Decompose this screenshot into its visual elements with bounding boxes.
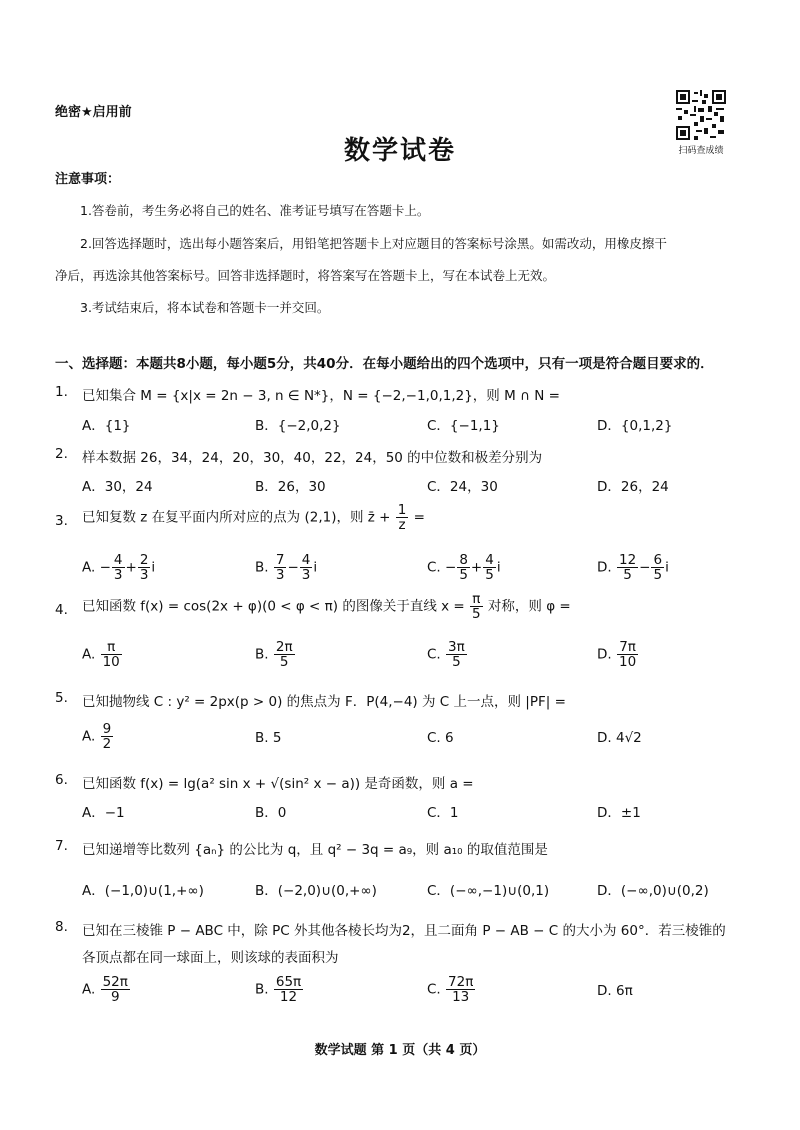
fraction-numerator: 4 (485, 552, 494, 568)
option-label: D. (597, 983, 612, 999)
fraction-numerator: 52π (102, 974, 128, 990)
section-heading: 一、选择题：本题共8小题，每小题5分，共40分．在每小题给出的四个选项中，只有一项是符合题目要求的． (55, 356, 714, 372)
question-number: 8. (55, 919, 68, 935)
notice-heading: 注意事项： (55, 172, 121, 187)
fraction (274, 640, 295, 669)
option-d: D．±1 (597, 805, 641, 821)
option-label: C. (427, 559, 441, 576)
imaginary-unit: i (496, 559, 501, 576)
fraction-denominator: 3 (301, 567, 311, 584)
fraction (483, 553, 496, 582)
fraction-numerator: 4 (301, 552, 311, 568)
fraction-denominator: 5 (623, 567, 632, 584)
question-text (82, 592, 571, 621)
option-value: 4√2 (615, 730, 642, 746)
fraction-denominator: 13 (452, 989, 470, 1006)
imaginary-unit: i (313, 559, 318, 576)
qr-caption: 扫码查成绩 (678, 146, 724, 156)
notice-item: 1.答卷前，考生务必将自己的姓名、准考证号填写在答题卡上。 (80, 203, 430, 218)
option-operator: + (125, 559, 137, 576)
option-c (427, 975, 476, 1004)
option-d (597, 640, 639, 669)
option-d (597, 983, 633, 999)
option-d (597, 553, 669, 582)
option-b (255, 730, 281, 746)
option-label: B. (255, 559, 269, 576)
option-label: C. (427, 981, 441, 998)
fraction-denominator: 12 (279, 989, 298, 1006)
fraction-numerator: 4 (113, 552, 123, 568)
question-text: 已知函数 f(x) = lg(a² sin x + √(sin² x − a)) 是奇函数，则 a = (82, 776, 474, 792)
notice-item: 净后，再选涂其他答案标号。回答非选择题时，将答案写在答题卡上，写在本试卷上无效。 (55, 268, 556, 283)
fraction-denominator: 5 (472, 606, 481, 623)
fraction-numerator: 12 (618, 552, 637, 568)
fraction (274, 975, 303, 1004)
fraction-numerator: 2 (139, 552, 149, 568)
question-text-part: 对称，则 φ = (487, 598, 571, 615)
option-d (597, 730, 642, 746)
option-b: B．26，30 (255, 479, 326, 495)
option-d: D．{0,1,2} (597, 418, 673, 434)
option-operator: − (639, 559, 651, 576)
page-title: 数学试卷 (343, 136, 456, 166)
option-sign: − (445, 559, 457, 576)
option-value: 5 (272, 730, 282, 746)
option-b: B．(−2,0)∪(0,+∞) (255, 883, 377, 899)
fraction-denominator: 5 (279, 654, 289, 671)
option-a (82, 553, 155, 582)
option-b (255, 553, 317, 582)
option-a: A．{1} (82, 418, 131, 434)
option-label: B. (255, 981, 269, 998)
fraction-denominator: 5 (459, 567, 468, 584)
option-label: B. (255, 730, 269, 746)
fraction-denominator: 9 (110, 989, 120, 1006)
fraction (446, 640, 467, 669)
option-b: B．{−2,0,2} (255, 418, 341, 434)
option-c: C．(−∞,−1)∪(0,1) (427, 883, 550, 899)
fraction-numerator: 8 (459, 552, 468, 568)
option-a: A．30，24 (82, 479, 153, 495)
fraction-denominator: z (398, 517, 406, 534)
fraction (617, 553, 638, 582)
option-sign: − (99, 559, 111, 576)
option-value: 6 (445, 730, 454, 746)
fraction (101, 640, 122, 669)
question-number: 2. (55, 446, 68, 462)
fraction-numerator: 65π (275, 974, 302, 990)
question-number: 4. (55, 602, 68, 618)
fraction-numerator: 3π (448, 639, 465, 655)
fraction-denominator: 2 (102, 736, 112, 753)
question-text: 各顶点都在同一球面上，则该球的表面积为 (82, 950, 339, 966)
question-number: 3. (55, 513, 68, 529)
option-label: D. (597, 730, 612, 746)
question-text: 样本数据 26，34，24，20，30，40，22，24，50 的中位数和极差分别为 (82, 450, 543, 466)
option-label: D. (597, 559, 612, 576)
fraction-numerator: 6 (653, 552, 663, 568)
option-b (255, 975, 304, 1004)
fraction-numerator: 72π (448, 974, 474, 990)
fraction-numerator: π (470, 592, 483, 607)
option-c: C．24，30 (427, 479, 498, 495)
option-b (255, 640, 296, 669)
fraction (617, 640, 638, 669)
question-text: 已知在三棱锥 P − ABC 中，除 PC 外其他各棱长均为2，且二面角 P − AB − C 的大小为 60°．若三棱锥的 (82, 923, 726, 939)
fraction (457, 553, 470, 582)
fraction (470, 592, 483, 621)
option-label: A. (82, 728, 96, 745)
question-number: 5. (55, 690, 68, 706)
option-label: A. (82, 646, 96, 663)
option-d: D．(−∞,0)∪(0,2) (597, 883, 709, 899)
fraction (446, 975, 475, 1004)
option-c: C．1 (427, 805, 459, 821)
fraction (300, 553, 313, 582)
fraction-denominator: 5 (485, 567, 494, 584)
fraction (101, 975, 130, 1004)
fraction (138, 553, 151, 582)
question-text: 已知递增等比数列 {aₙ} 的公比为 q，且 q² − 3q = a₉，则 a₁₀ 的取值范围是 (82, 842, 548, 858)
fraction (101, 722, 114, 751)
option-a: A．(−1,0)∪(1,+∞) (82, 883, 204, 899)
fraction-numerator: π (101, 640, 122, 655)
fraction (112, 553, 125, 582)
fraction-denominator: 3 (139, 567, 149, 584)
option-c (427, 730, 454, 746)
fraction-denominator: 5 (653, 567, 663, 584)
fraction (274, 553, 287, 582)
fraction-numerator: 1 (397, 502, 407, 518)
option-label: A. (82, 559, 96, 576)
question-text: 已知抛物线 C : y² = 2px(p > 0) 的焦点为 F．P(4,−4) 为 C 上一点，则 |PF| = (82, 694, 566, 710)
option-label: C. (427, 730, 441, 746)
question-text: 已知集合 M = {x|x = 2n − 3, n ∈ N*}，N = {−2,−1,0,1,2}，则 M ∩ N = (82, 388, 560, 404)
imaginary-unit: i (665, 559, 669, 576)
notice-item: 3.考试结束后，将本试卷和答题卡一并交回。 (80, 300, 330, 315)
question-number: 7. (55, 838, 68, 854)
option-label: C. (427, 646, 441, 663)
fraction-denominator: 3 (275, 567, 285, 584)
fraction-denominator: 5 (452, 654, 461, 671)
question-number: 1. (55, 384, 68, 400)
option-operator: + (470, 559, 483, 576)
question-text-part: = (413, 509, 425, 526)
option-a (82, 975, 131, 1004)
fraction-denominator: 10 (102, 654, 120, 671)
question-text (82, 503, 425, 532)
option-c (427, 553, 501, 582)
fraction (396, 503, 409, 532)
fraction (651, 553, 664, 582)
secret-label: 绝密★启用前 (55, 105, 132, 120)
fraction-numerator: 2π (275, 639, 293, 655)
option-c: C．{−1,1} (427, 418, 500, 434)
question-number: 6. (55, 772, 68, 788)
option-label: D. (597, 646, 612, 663)
fraction-numerator: 7π (617, 640, 638, 655)
option-label: A. (82, 981, 96, 998)
option-a (82, 640, 123, 669)
option-value: 6π (615, 983, 633, 999)
notice-item: 2.回答选择题时，选出每小题答案后，用铅笔把答题卡上对应题目的答案标号涂黑。如需改动，用橡皮擦干 (80, 236, 667, 251)
imaginary-unit: i (151, 559, 156, 576)
fraction-numerator: 7 (275, 552, 285, 568)
question-text-part: 已知复数 z 在复平面内所对应的点为 (2,1)，则 z̄ + (82, 509, 391, 526)
option-a: A．−1 (82, 805, 125, 821)
question-text-part: 已知函数 f(x) = cos(2x + φ)(0 < φ < π) 的图像关于直线 x = (82, 598, 465, 615)
fraction-denominator: 3 (113, 567, 123, 584)
option-label: B. (255, 646, 269, 663)
option-b: B．0 (255, 805, 287, 821)
option-c (427, 640, 468, 669)
option-operator: − (287, 559, 299, 576)
option-a (82, 722, 114, 751)
option-d: D．26，24 (597, 479, 669, 495)
fraction-numerator: 9 (102, 721, 112, 737)
page-footer: 数学试题 第 1 页（共 4 页） (314, 1043, 486, 1058)
fraction-denominator: 10 (618, 654, 637, 671)
